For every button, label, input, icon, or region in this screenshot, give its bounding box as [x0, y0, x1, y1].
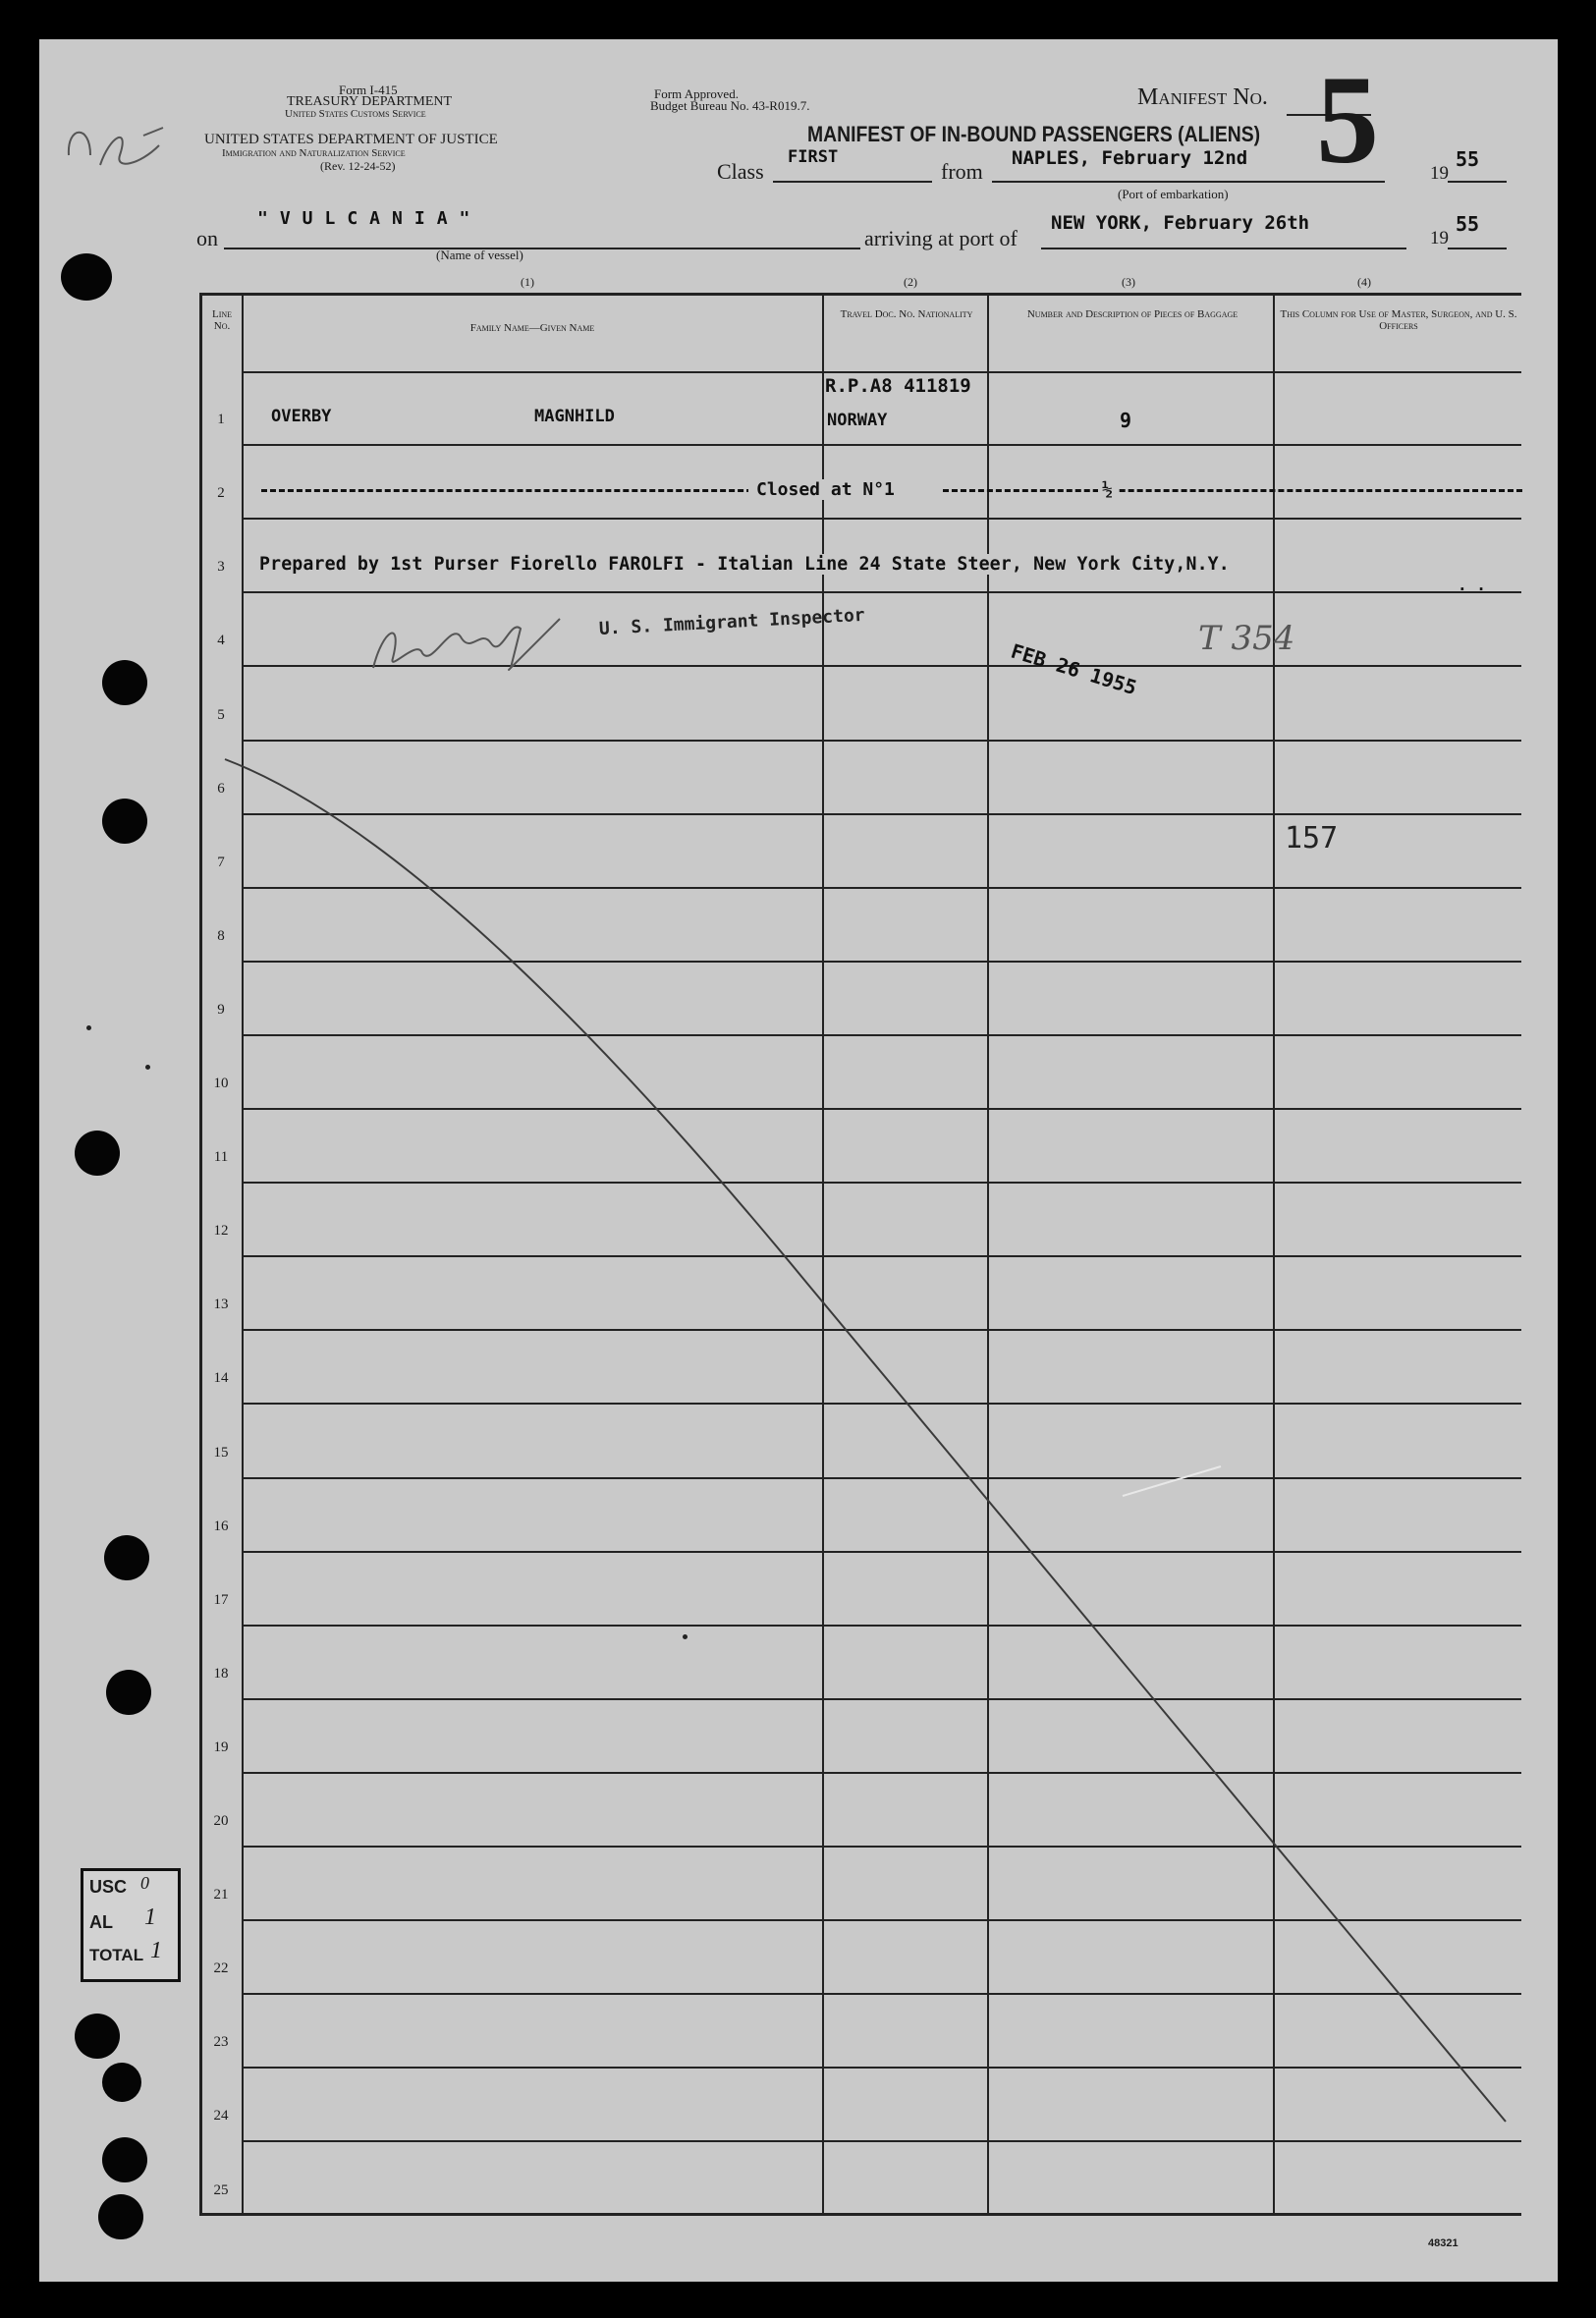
row2-dash-left [261, 479, 788, 492]
col-head-travel-doc: Travel Doc. No. Nationality [840, 308, 973, 320]
row3-dots: . . [1458, 576, 1486, 594]
manifest-no-label: Manifest No. [1137, 84, 1268, 110]
side-stamp-usc-label: USC [89, 1877, 128, 1897]
class-label: Class [717, 159, 764, 184]
vessel-caption: (Name of vessel) [436, 248, 523, 262]
side-stamp [81, 1868, 181, 1982]
revision-date: (Rev. 12-24-52) [320, 159, 396, 173]
row2-closed-text: Closed at N°1 [748, 479, 903, 500]
arriving-value: NEW YORK, February 26th [1051, 212, 1310, 234]
row6-number: 157 [1285, 821, 1339, 855]
binder-hole [75, 1131, 120, 1176]
line-number: 4 [217, 633, 225, 649]
col-number-1: (1) [521, 275, 534, 289]
on-label: on [196, 226, 218, 250]
row4-handwritten: T 354 [1198, 619, 1295, 658]
line-number: 6 [217, 780, 225, 797]
manifest-no-value: 5 [1316, 50, 1379, 190]
year-line-1 [1448, 181, 1507, 183]
line-number: 21 [213, 1887, 229, 1904]
row1-nationality: NORWAY [827, 411, 888, 430]
col-head-baggage: Number and Description of Pieces of Baggage [1026, 308, 1238, 320]
vessel-line [224, 248, 860, 249]
from-line [992, 181, 1385, 183]
binder-hole [102, 2063, 141, 2102]
line-number: 5 [217, 706, 225, 723]
row4-inspector: U. S. Immigrant Inspector [598, 604, 866, 639]
line-number: 1 [217, 412, 225, 428]
col-number-4: (4) [1357, 275, 1371, 289]
line-number: 23 [213, 2034, 229, 2051]
binder-hole [102, 660, 147, 705]
col-number-3: (3) [1122, 275, 1135, 289]
line-number: 19 [213, 1738, 229, 1755]
line-number: 15 [213, 1444, 229, 1461]
form-code: 48321 [1428, 2237, 1458, 2249]
col-head-officers: This Column for Use of Master, Surgeon, and U. S. Officers [1280, 308, 1517, 332]
year-prefix-1: 19 [1430, 163, 1449, 184]
line-number: 11 [213, 1149, 229, 1166]
col-head-name: Family Name—Given Name [469, 322, 595, 334]
arriving-line [1041, 248, 1406, 249]
line-number: 14 [213, 1370, 229, 1387]
line-number: 17 [213, 1591, 229, 1608]
side-stamp-total-label: TOTAL [89, 1946, 144, 1964]
side-stamp-al-value: 1 [144, 1904, 156, 1930]
ins-service: Immigration and Naturalization Service [222, 147, 406, 159]
line-number: 7 [217, 854, 225, 870]
year-value-1: 55 [1456, 147, 1480, 171]
line-number: 18 [213, 1665, 229, 1682]
col-number-2: (2) [904, 275, 917, 289]
class-value: FIRST [788, 147, 839, 167]
speck [86, 1025, 91, 1030]
line-number: 12 [213, 1223, 229, 1240]
line-number: 2 [217, 485, 225, 502]
customs-service: United States Customs Service [285, 108, 426, 120]
side-stamp-total-value: 1 [150, 1938, 162, 1963]
vessel-value: "VULCANIA" [257, 208, 482, 229]
binder-hole [102, 2137, 147, 2182]
row2-dash-right [943, 479, 1522, 492]
speck [145, 1065, 150, 1070]
year-line-2 [1448, 248, 1507, 249]
cancel-diagonal-line [199, 293, 1521, 2216]
line-number: 8 [217, 927, 225, 944]
year-value-2: 55 [1456, 212, 1480, 236]
from-value: NAPLES, February 12nd [1012, 147, 1248, 169]
port-embarkation-caption: (Port of embarkation) [1118, 187, 1229, 201]
side-stamp-usc-value: 0 [140, 1873, 149, 1893]
margin-scribble [61, 116, 169, 185]
inspector-signature [363, 599, 579, 688]
line-number: 9 [217, 1001, 225, 1018]
row1-given-name: MAGNHILD [534, 407, 615, 426]
class-line [773, 181, 932, 183]
line-number: 22 [213, 1960, 229, 1977]
dept-justice: UNITED STATES DEPARTMENT OF JUSTICE [204, 132, 498, 147]
binder-hole [106, 1670, 151, 1715]
line-number: 20 [213, 1813, 229, 1829]
binder-hole [75, 2014, 120, 2059]
dept-treasury: TREASURY DEPARTMENT [287, 94, 453, 109]
line-number: 10 [213, 1076, 229, 1091]
row3-prepared-by: Prepared by 1st Purser Fiorello FAROLFI - Italian Line 24 State Steer, New York City,N.Y. [259, 554, 1230, 575]
manifest-title: MANIFEST OF IN-BOUND PASSENGERS (ALIENS) [807, 122, 1261, 146]
form-approved: Form Approved. [654, 86, 739, 101]
budget-bureau: Budget Bureau No. 43-R019.7. [650, 98, 810, 113]
line-number: 3 [217, 559, 225, 576]
row4-stamp-date: FEB 26 1955 [1008, 638, 1140, 700]
binder-hole [102, 799, 147, 844]
binder-hole [104, 1535, 149, 1580]
line-number: 25 [213, 2181, 229, 2198]
form-number: Form I-415 [339, 83, 398, 97]
manifest-page [39, 39, 1558, 2282]
col-head-line-no: Line No. [211, 308, 233, 332]
row1-travel-doc: R.P.A8 411819 [825, 375, 971, 397]
line-number: 16 [213, 1518, 229, 1534]
line-number: 24 [213, 2108, 229, 2125]
row2-fraction: ½ [1098, 479, 1117, 500]
line-number: 13 [213, 1297, 229, 1313]
passenger-table [199, 293, 1521, 2216]
year-prefix-2: 19 [1430, 228, 1449, 248]
row1-baggage: 9 [1120, 409, 1132, 432]
arriving-label: arriving at port of [864, 226, 1018, 250]
binder-hole [98, 2194, 143, 2239]
from-label: from [941, 159, 983, 184]
binder-hole [61, 253, 112, 301]
side-stamp-al-label: AL [89, 1912, 113, 1932]
row1-family-name: OVERBY [271, 407, 332, 426]
